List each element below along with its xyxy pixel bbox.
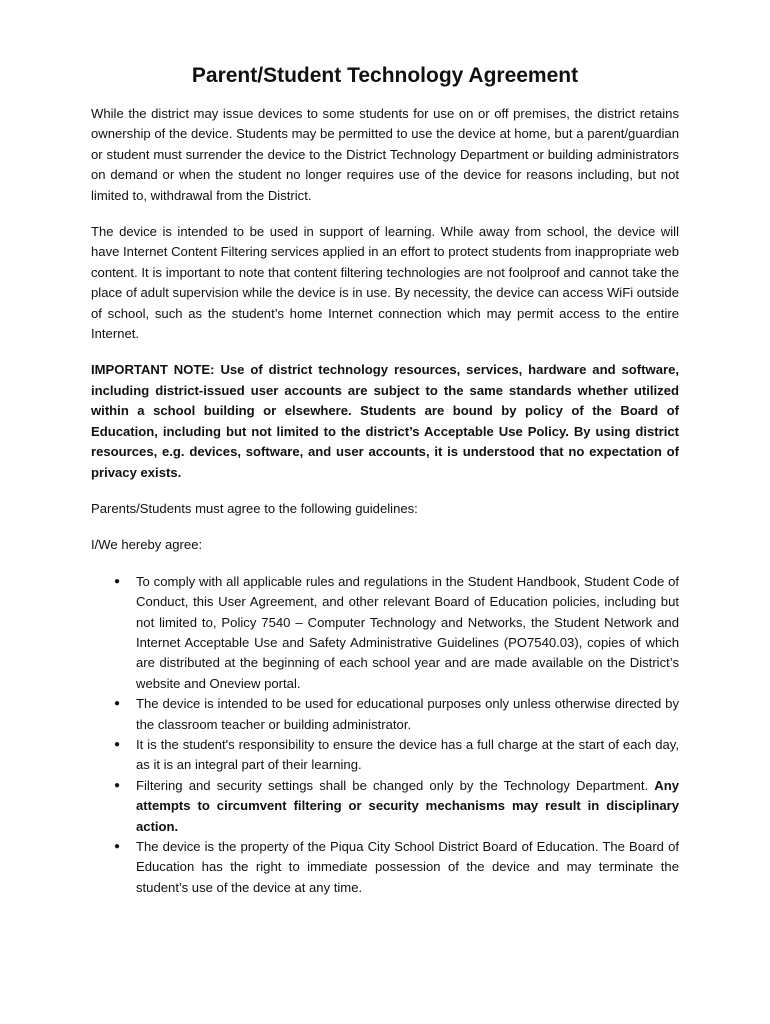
bullet-icon: ● xyxy=(114,698,121,710)
list-item-text: The device is intended to be used for educational purposes only unless otherwise directed by the classroom teacher or building administrator. xyxy=(136,696,679,732)
paragraph-ownership: While the district may issue devices to some students for use on or off premises, the district retains ownership of the device. Students may be permitted to use the device at home, but a parent/guardian or student must surrender the device to the District Technology Department or building administrators on demand or when the student no longer requires use of the device for reasons including, but not limited to, withdrawal from the District. xyxy=(91,106,679,203)
paragraph-filtering: The device is intended to be used in support of learning. While away from school, the device will have Internet Content Filtering services applied in an effort to protect students from inappropriate web content. It is important to note that content filtering technologies are not foolproof and cannot take the place of adult supervision while the device is in use. By necessity, the device can access WiFi outside of school, such as the student’s home Internet connection which may permit access to the entire Internet. xyxy=(91,224,679,342)
document-page xyxy=(91,62,679,898)
list-item-text: It is the student's responsibility to ensure the device has a full charge at the start of each day, as it is an integral part of their learning. xyxy=(136,736,679,773)
list-item-text: Filtering and security settings shall be changed only by the Technology Department. xyxy=(136,777,655,793)
list-item xyxy=(91,837,679,898)
bullet-icon: ● xyxy=(114,738,121,750)
page-title: Parent/Student Technology Agreement xyxy=(191,64,579,87)
guidelines-intro: Parents/Students must agree to the following guidelines: xyxy=(91,500,418,516)
bullet-icon: ● xyxy=(114,841,121,852)
important-note: IMPORTANT NOTE: Use of district technology resources, services, hardware and software, including district-issued user accounts are subject to the same standards whether utilized within a school building or elsewhere. Students are bound by policy of the Board of Education, including but not limited to the district’s Acceptable Use Policy. By using district resources, e.g. devices, software, and user accounts, it is understood that no expectation of privacy exists. xyxy=(91,362,679,480)
bullet-icon: ● xyxy=(114,779,121,791)
guidelines-list xyxy=(91,572,679,899)
list-item xyxy=(91,735,679,776)
list-item-text: The device is the property of the Piqua City School District Board of Education. The Board of Education has the right to immediate possession of the device and may terminate the student’s use of the device at any time. xyxy=(136,839,679,895)
list-item-text: To comply with all applicable rules and regulations in the Student Handbook, Student Code of Conduct, this User Agreement, and other relevant Board of Education policies, including but not limited to, Policy 7540 – Computer Technology and Networks, the Student Network and Internet Acceptable Use and Safety Administrative Guidelines (PO7540.03), copies of which are distributed at the beginning of each school year and are made available on the District’s website and Oneview portal. xyxy=(136,573,679,691)
list-item-bold-warning: Any attempts to circumvent filtering or security mechanisms may result in disciplinary action. xyxy=(136,777,679,834)
list-item xyxy=(91,572,679,694)
bullet-icon: ● xyxy=(114,575,121,587)
list-item xyxy=(91,694,679,735)
agree-intro: I/We hereby agree: xyxy=(91,537,203,553)
list-item xyxy=(91,776,679,837)
